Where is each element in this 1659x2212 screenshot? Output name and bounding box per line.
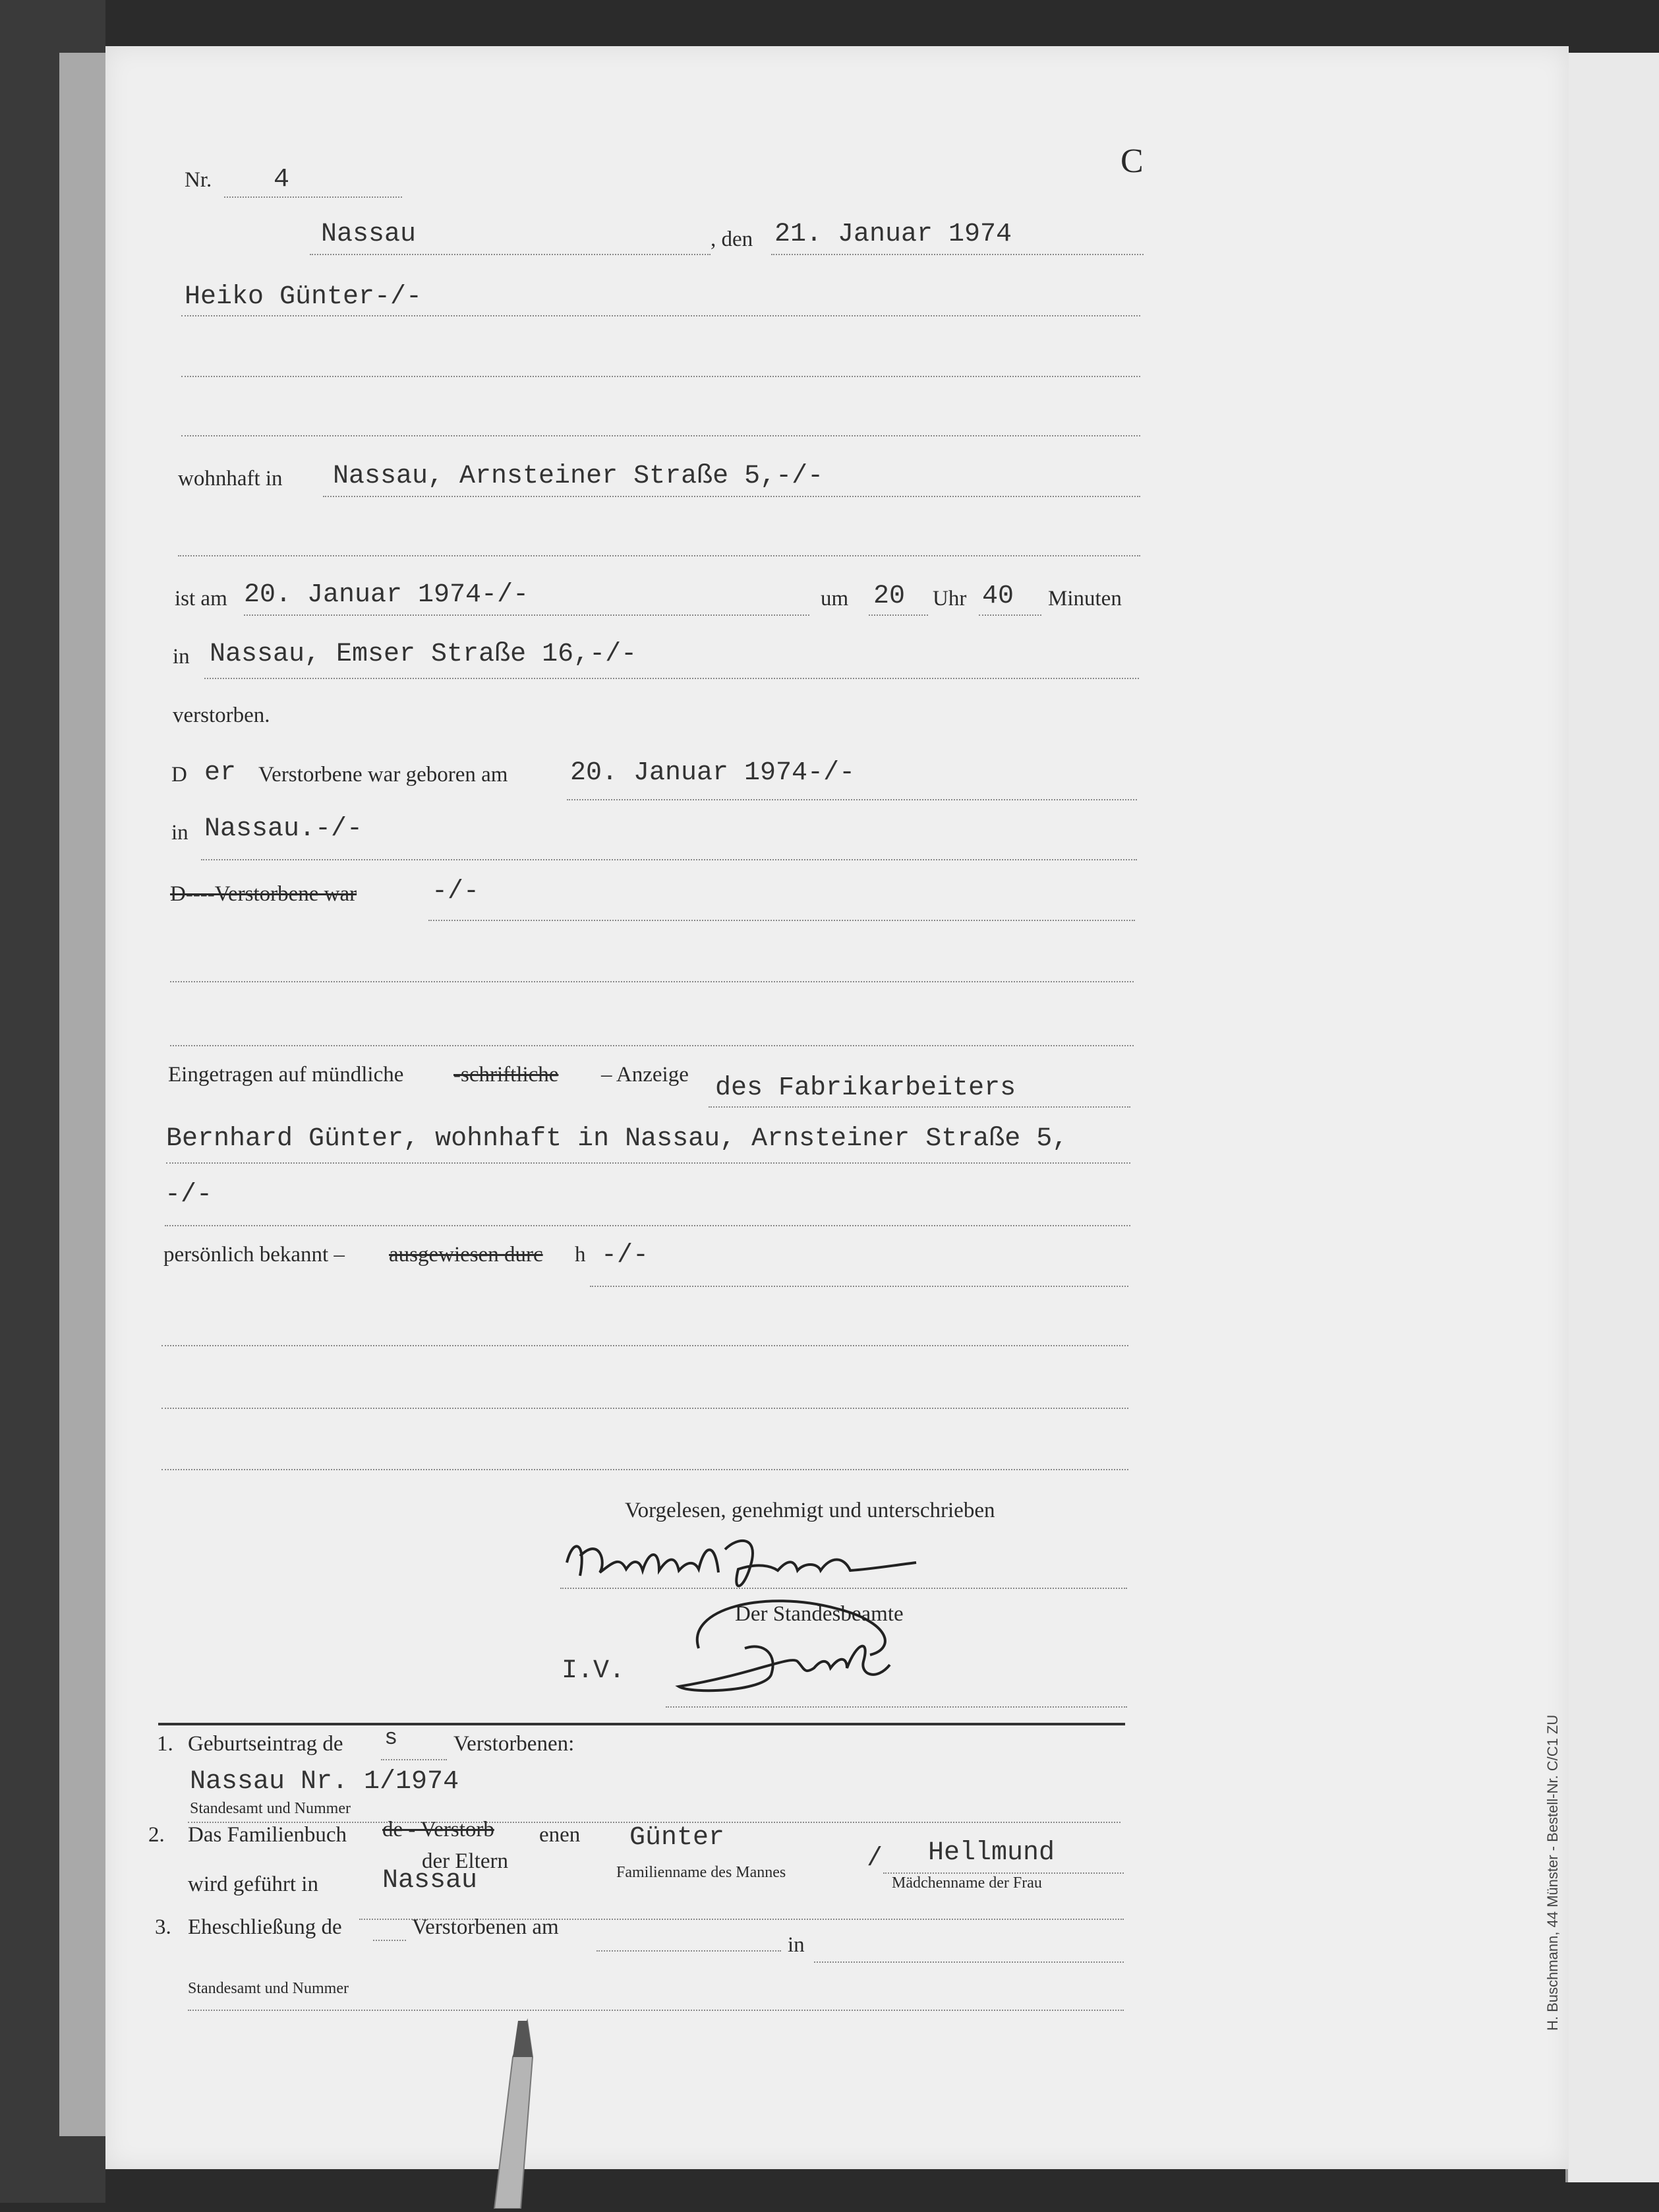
death-place: Nassau, Emser Straße 16,-/- xyxy=(210,640,637,669)
hour-value: 20 xyxy=(873,582,906,611)
blank-line-7 xyxy=(161,1408,1128,1409)
familienname-mannes-caption: Familienname des Mannes xyxy=(616,1864,786,1881)
date-line xyxy=(771,254,1144,255)
register-page xyxy=(105,46,1569,2169)
standesamt-nummer-caption-2: Standesamt und Nummer xyxy=(188,1980,349,1997)
item3-de-line xyxy=(373,1940,406,1941)
minute-line xyxy=(979,614,1041,616)
maedchenname-caption: Mädchenname der Frau xyxy=(892,1874,1042,1892)
item3-number: 3. xyxy=(155,1915,171,1939)
bekannt-line xyxy=(590,1286,1128,1287)
wife-maiden-name: Hellmund xyxy=(928,1838,1055,1868)
minuten-label: Minuten xyxy=(1048,587,1122,611)
anzeige-line2-dots xyxy=(166,1162,1130,1164)
signature-registrar xyxy=(672,1569,949,1704)
birth-place: Nassau.-/- xyxy=(204,814,363,844)
item1-value: Nassau Nr. 1/1974 xyxy=(190,1767,459,1797)
place-line xyxy=(310,254,711,255)
den-label: , den xyxy=(711,227,753,251)
blank-line-2 xyxy=(181,435,1140,436)
item1-s-line xyxy=(381,1759,447,1760)
anzeige-line2: Bernhard Günter, wohnhaft in Nassau, Arnsteiner Straße 5, xyxy=(166,1124,1068,1154)
item1-number: 1. xyxy=(157,1732,173,1756)
registrar-signature-line xyxy=(666,1706,1127,1708)
death-date-line xyxy=(244,614,809,616)
names-separator: / xyxy=(867,1844,883,1874)
der-suffix: er xyxy=(204,758,237,788)
eingetragen-struck: -schriftliche xyxy=(453,1063,559,1087)
anzeige-line xyxy=(709,1106,1130,1108)
husband-surname: Günter xyxy=(629,1823,725,1853)
book-spine xyxy=(59,53,107,2136)
blank-line-1 xyxy=(181,376,1140,377)
item1-suffix: Verstorbenen: xyxy=(453,1732,575,1756)
item2-label: Das Familienbuch xyxy=(188,1823,347,1847)
next-page-edge xyxy=(1565,53,1659,2182)
standesamt-nummer-caption: Standesamt und Nummer xyxy=(190,1800,351,1817)
printer-imprint: H. Buschmann, 44 Münster - Bestell-Nr. C/C1 ZU xyxy=(1544,1714,1561,2031)
death-place-line xyxy=(204,678,1139,679)
blank-line-6 xyxy=(161,1345,1128,1346)
ist-am-label: ist am xyxy=(175,587,227,611)
death-date: 20. Januar 1974-/- xyxy=(244,580,529,610)
item1-label: Geburtseintrag de xyxy=(188,1732,343,1756)
item3-in-label: in xyxy=(788,1933,805,1957)
familienbuch-place: Nassau xyxy=(382,1866,478,1896)
item3-label: Eheschließung de xyxy=(188,1915,342,1939)
standesbeamte-label: Der Standesbeamte xyxy=(735,1602,904,1626)
item2-number: 2. xyxy=(148,1823,165,1847)
anzeige-value: des Fabrikarbeiters xyxy=(715,1073,1016,1103)
wohnhaft-line xyxy=(323,496,1140,497)
blank-line-3 xyxy=(178,555,1140,556)
section-divider xyxy=(158,1723,1125,1725)
bekannt-h: h xyxy=(575,1243,586,1267)
uhr-label: Uhr xyxy=(933,587,967,611)
anzeige-line3: -/- xyxy=(165,1180,213,1210)
bekannt-struck: ausgewiesen durc xyxy=(389,1243,543,1267)
blank-line-4 xyxy=(170,981,1134,982)
marriage-place-line xyxy=(814,1961,1124,1963)
name-line xyxy=(181,315,1140,316)
item2-eltern: der Eltern xyxy=(422,1849,509,1873)
eingetragen-suffix: – Anzeige xyxy=(601,1063,689,1087)
date-value: 21. Januar 1974 xyxy=(774,220,1012,249)
eingetragen-prefix: Eingetragen auf mündliche xyxy=(168,1063,404,1087)
marriage-date-line xyxy=(597,1950,781,1952)
hour-line xyxy=(869,614,928,616)
der-d: D xyxy=(171,763,187,787)
geboren-label: Verstorbene war geboren am xyxy=(258,763,508,787)
item3-standesamt-line xyxy=(188,2010,1124,2011)
bekannt-prefix: persönlich bekannt – xyxy=(163,1243,345,1267)
nr-line xyxy=(224,196,402,198)
vorgelesen-text: Vorgelesen, genehmigt und unterschrieben xyxy=(625,1499,995,1522)
place-value: Nassau xyxy=(321,220,417,249)
item2-struck: de - Verstorb xyxy=(382,1818,494,1841)
item3-mid: Verstorbenen am xyxy=(412,1915,559,1939)
anzeige-line3-dots xyxy=(165,1225,1130,1226)
item2-suffix: enen xyxy=(539,1823,581,1847)
blank-line-5 xyxy=(170,1045,1134,1046)
minute-value: 40 xyxy=(982,582,1014,611)
bekannt-value: -/- xyxy=(601,1241,649,1270)
form-letter: C xyxy=(1121,142,1144,180)
blank-line-8 xyxy=(161,1469,1128,1470)
birth-place-line xyxy=(201,859,1137,860)
wohnhaft-value: Nassau, Arnsteiner Straße 5,-/- xyxy=(333,462,824,491)
pen-object xyxy=(481,2018,560,2212)
in-label: in xyxy=(173,645,190,669)
iv-label: I.V. xyxy=(562,1656,626,1686)
struck-line: D----Verstorbene war xyxy=(170,882,357,906)
verstorben-label: verstorben. xyxy=(173,703,270,727)
item1-s: s xyxy=(384,1726,398,1751)
birth-date-line xyxy=(567,799,1137,800)
nr-value: 4 xyxy=(274,165,290,194)
struck-line-dots xyxy=(428,920,1135,921)
nr-label: Nr. xyxy=(185,168,212,192)
deceased-name: Heiko Günter-/- xyxy=(185,282,422,312)
birth-date: 20. Januar 1974-/- xyxy=(570,758,856,788)
struck-line-suffix: -/- xyxy=(432,877,480,907)
item2-gefuehrt-label: wird geführt in xyxy=(188,1872,318,1896)
wife-name-line xyxy=(883,1872,1124,1874)
in-label-2: in xyxy=(171,821,189,845)
um-label: um xyxy=(821,587,849,611)
wohnhaft-label: wohnhaft in xyxy=(178,467,283,491)
